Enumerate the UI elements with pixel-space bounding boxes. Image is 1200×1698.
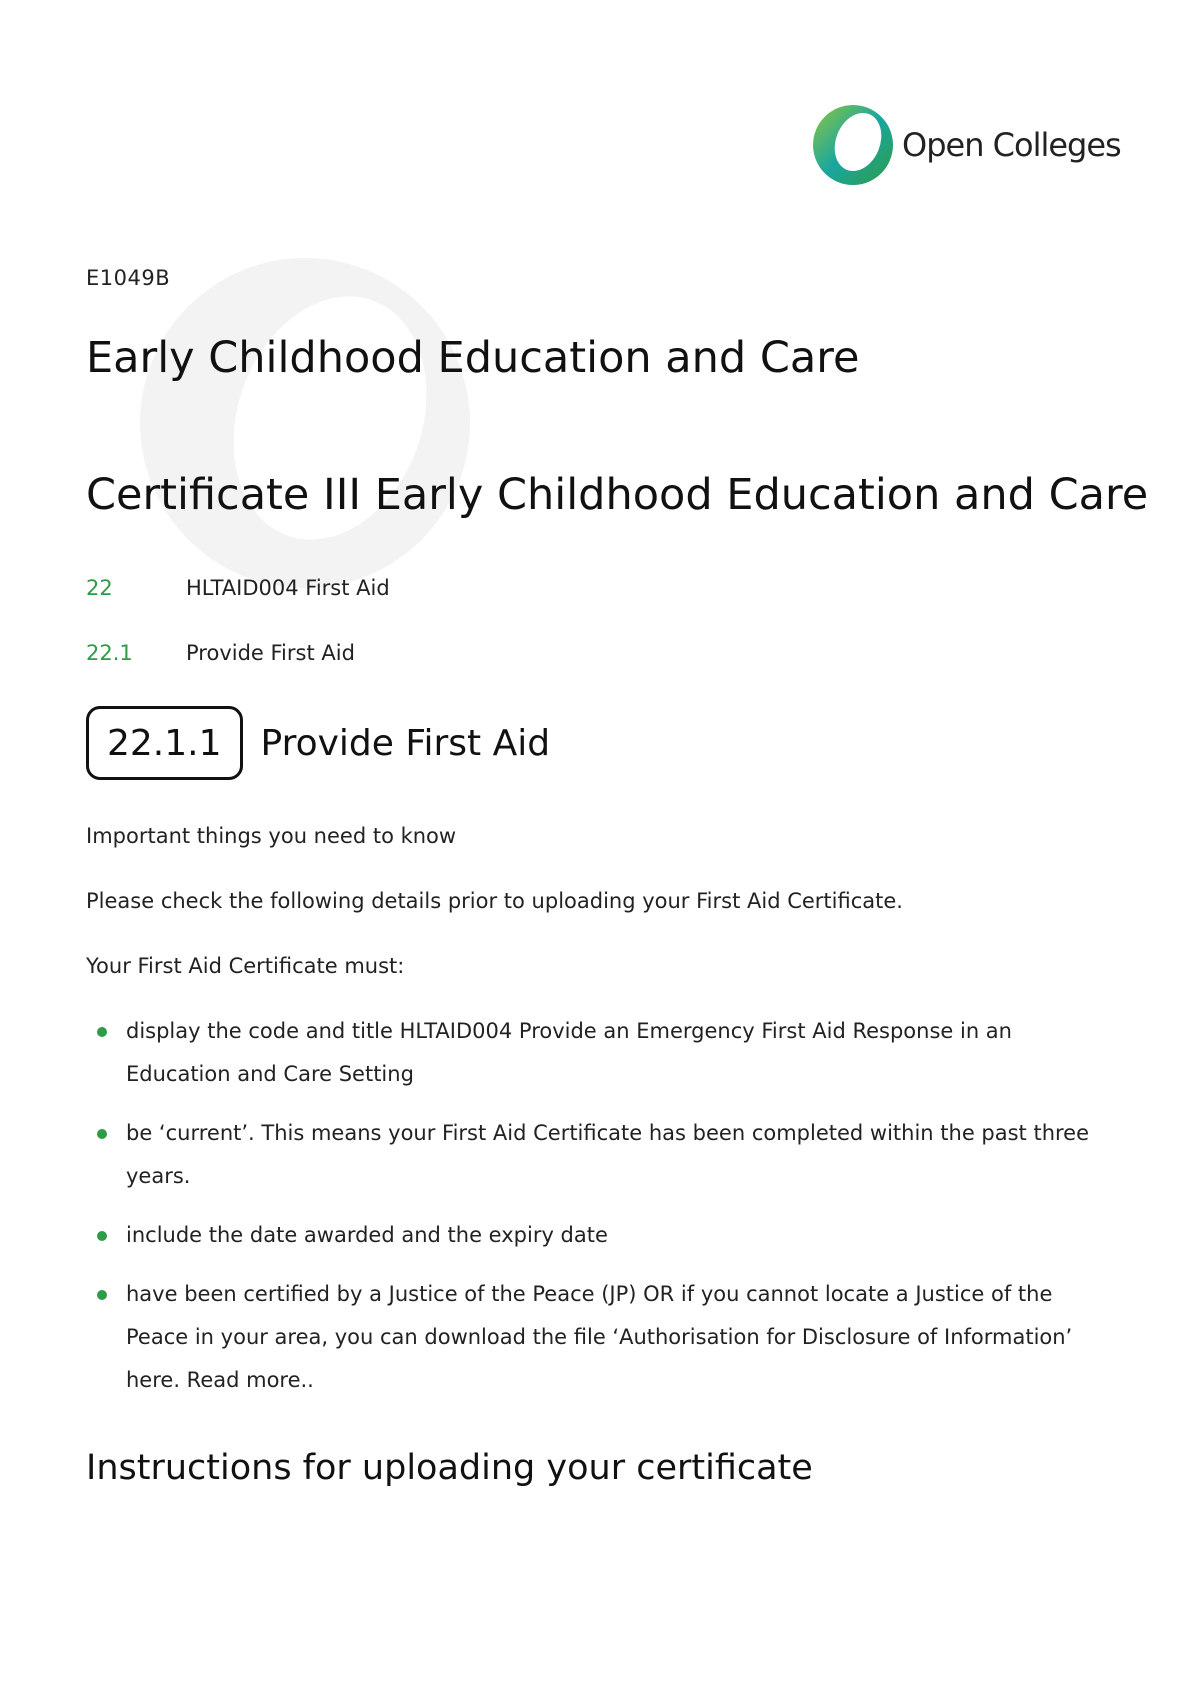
page-subtitle: Certificate III Early Childhood Education and Care	[86, 470, 1149, 520]
requirements-list	[86, 1010, 1106, 1418]
list-item-text: have been certified by a Justice of the Peace (JP) OR if you cannot locate a Justice of the Peace in your area, you can download the file ‘Authorisation for Disclosure of Information’ here. Read more..	[126, 1282, 1073, 1392]
toc-row	[86, 576, 390, 600]
document-code: E1049B	[86, 266, 171, 290]
toc-label: HLTAID004 First Aid	[186, 576, 390, 600]
section-heading	[86, 706, 550, 780]
logo-text: Open Colleges	[902, 126, 1121, 164]
instructions-heading: Instructions for uploading your certificate	[86, 1448, 813, 1488]
bullet-dot-icon	[97, 1290, 107, 1300]
list-item-text: display the code and title HLTAID004 Provide an Emergency First Aid Response in an Education and Care Setting	[126, 1019, 1012, 1086]
section-number-box: 22.1.1	[86, 706, 243, 780]
bullet-dot-icon	[97, 1231, 107, 1241]
bullet-dot-icon	[97, 1027, 107, 1037]
toc-number: 22.1	[86, 641, 133, 665]
toc-number: 22	[86, 576, 113, 600]
open-colleges-logo-icon	[812, 104, 894, 186]
list-item-text: be ‘current’. This means your First Aid Certificate has been completed within the past three years.	[126, 1121, 1090, 1188]
requirements-paragraph: Your First Aid Certificate must:	[86, 954, 405, 978]
toc-label: Provide First Aid	[186, 641, 355, 665]
bullet-dot-icon	[97, 1129, 107, 1139]
list-item	[86, 1273, 1106, 1402]
toc-row	[86, 641, 355, 665]
intro-paragraph: Important things you need to know	[86, 824, 457, 848]
page-title: Early Childhood Education and Care	[86, 333, 860, 383]
list-item	[86, 1010, 1106, 1096]
watermark-ring-icon	[140, 258, 470, 588]
list-item	[86, 1214, 1106, 1257]
check-paragraph: Please check the following details prior to uploading your First Aid Certificate.	[86, 889, 903, 913]
section-title: Provide First Aid	[260, 722, 551, 764]
list-item	[86, 1112, 1106, 1198]
open-colleges-logo	[812, 104, 1121, 186]
list-item-text: include the date awarded and the expiry date	[126, 1223, 608, 1247]
